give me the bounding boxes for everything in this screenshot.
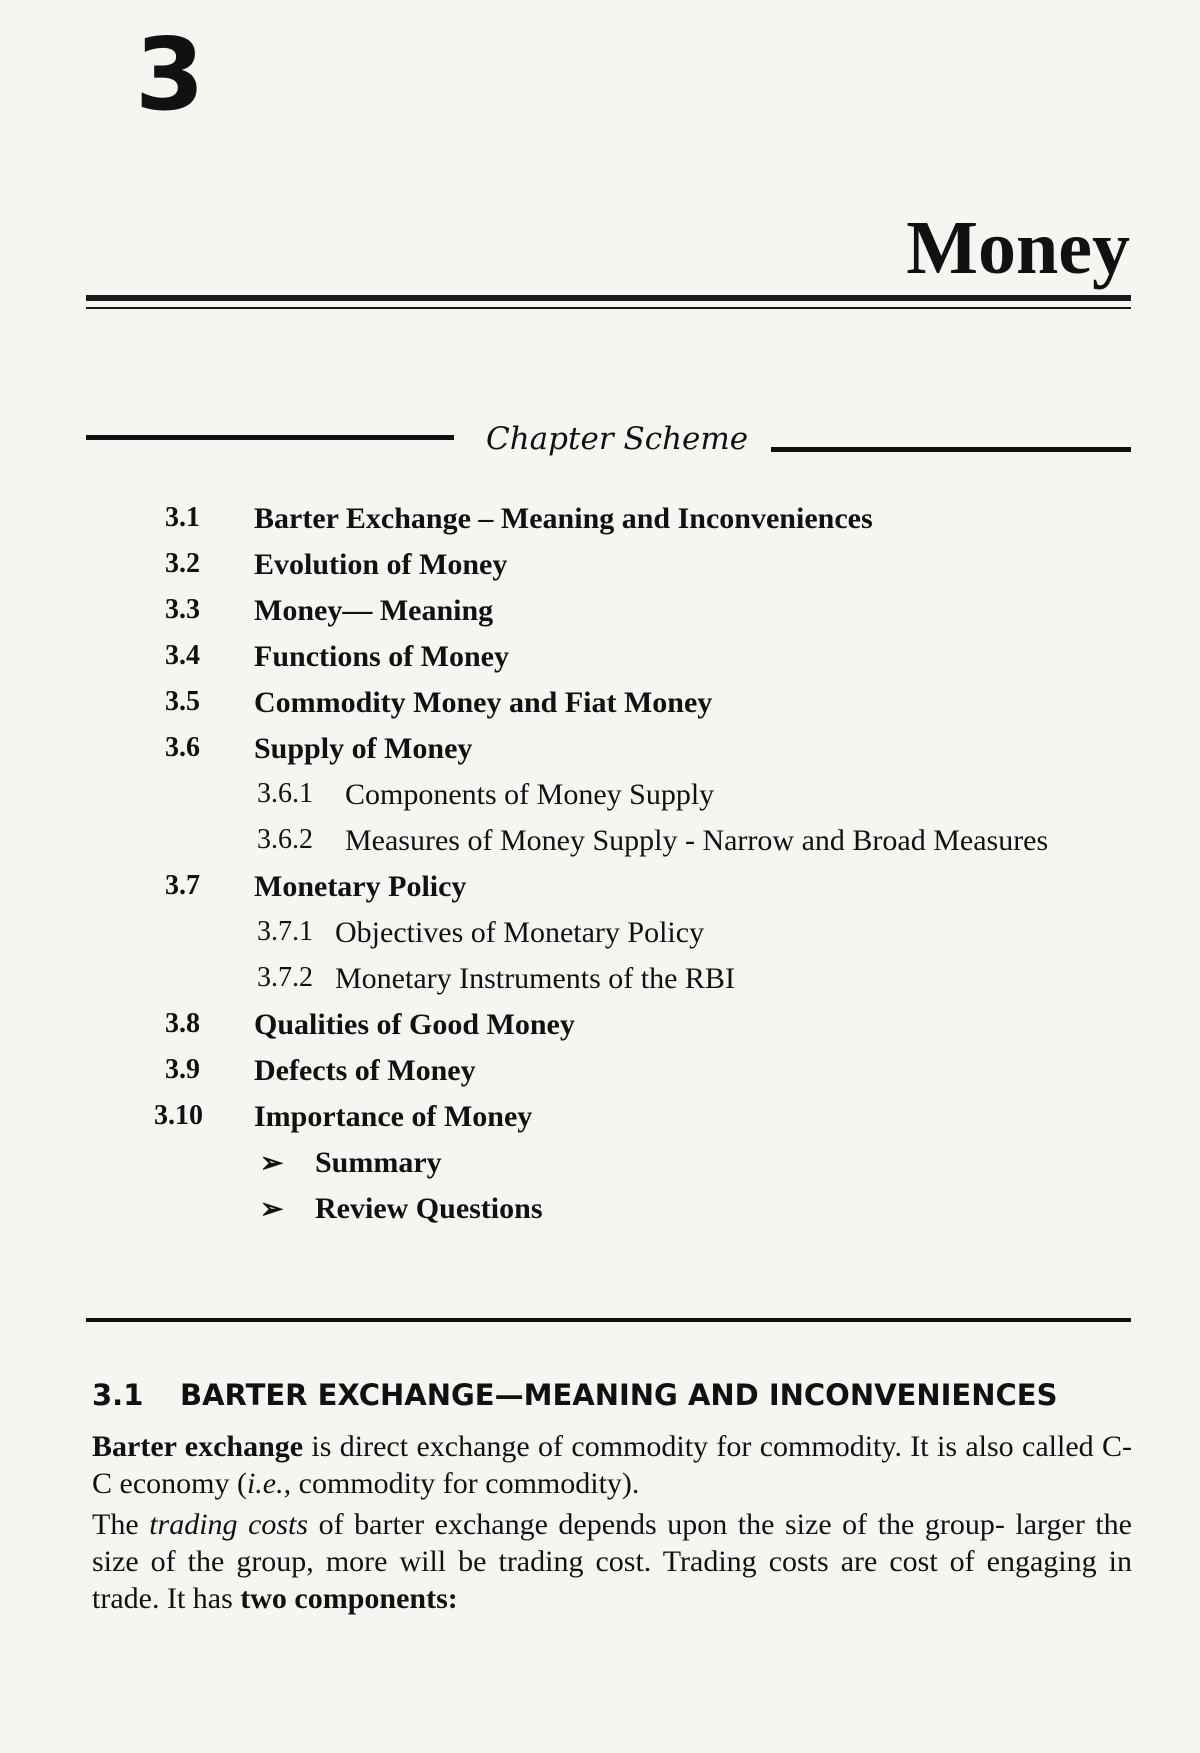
toc-number: 3.8 bbox=[165, 1008, 200, 1039]
toc-number: 3.1 bbox=[165, 502, 200, 533]
italic-term: trading costs bbox=[149, 1508, 309, 1541]
chapter-scheme-label: Chapter Scheme bbox=[486, 421, 749, 457]
toc-number: 3.4 bbox=[165, 640, 200, 671]
bold-term: Barter exchange bbox=[92, 1430, 304, 1463]
toc-item bbox=[150, 686, 1150, 732]
toc-title: Review Questions bbox=[315, 1192, 543, 1225]
toc-title: Importance of Money bbox=[254, 1100, 533, 1133]
arrow-bullet-icon: ➢ bbox=[260, 1148, 284, 1179]
section-number: 3.1 bbox=[92, 1378, 144, 1412]
text-run: is direct exchange of commodity for commodity. It is also called C-C economy ( bbox=[92, 1430, 1132, 1500]
toc-title: Summary bbox=[315, 1146, 442, 1179]
chapter-contents bbox=[150, 502, 1150, 1238]
bold-term: two components: bbox=[240, 1582, 458, 1615]
toc-item bbox=[150, 502, 1150, 548]
text-run: The bbox=[92, 1508, 150, 1541]
toc-item bbox=[150, 594, 1150, 640]
toc-item bbox=[150, 732, 1150, 778]
toc-title: Functions of Money bbox=[254, 640, 509, 673]
arrow-bullet-icon: ➢ bbox=[260, 1194, 284, 1225]
toc-title: Monetary Policy bbox=[254, 870, 467, 903]
toc-title: Evolution of Money bbox=[254, 548, 508, 581]
toc-title: Barter Exchange – Meaning and Inconveniences bbox=[254, 502, 873, 535]
toc-title: Money— Meaning bbox=[254, 594, 494, 627]
paragraph bbox=[92, 1428, 1132, 1502]
toc-title: Qualities of Good Money bbox=[254, 1008, 575, 1041]
text-run: of barter exchange depends upon the size of the group- larger the size of the group, more will be trading cost. Trading costs are cost of engaging in trade. It has bbox=[92, 1508, 1132, 1615]
toc-number: 3.6.2 bbox=[257, 824, 313, 855]
paragraph bbox=[92, 1506, 1132, 1617]
toc-title: Monetary Instruments of the RBI bbox=[335, 962, 735, 995]
toc-title: Components of Money Supply bbox=[345, 778, 715, 811]
toc-number: 3.6.1 bbox=[257, 778, 313, 809]
toc-bullet-item bbox=[150, 1192, 1150, 1238]
toc-title: Measures of Money Supply - Narrow and Broad Measures bbox=[345, 824, 1049, 857]
toc-number: 3.3 bbox=[165, 594, 200, 625]
toc-number: 3.10 bbox=[154, 1100, 203, 1131]
toc-item bbox=[150, 548, 1150, 594]
toc-item bbox=[150, 1054, 1150, 1100]
text-run: commodity for commodity). bbox=[291, 1467, 640, 1500]
toc-title: Objectives of Monetary Policy bbox=[335, 916, 705, 949]
italic-term: i.e., bbox=[246, 1467, 292, 1500]
toc-subitem bbox=[150, 778, 1150, 824]
toc-number: 3.7.2 bbox=[257, 962, 313, 993]
section-body bbox=[92, 1428, 1132, 1621]
toc-bullet-item bbox=[150, 1146, 1150, 1192]
toc-number: 3.7 bbox=[165, 870, 200, 901]
toc-subitem bbox=[150, 962, 1150, 1008]
toc-title: Supply of Money bbox=[254, 732, 473, 765]
toc-title: Defects of Money bbox=[254, 1054, 476, 1087]
toc-number: 3.7.1 bbox=[257, 916, 313, 947]
toc-item bbox=[150, 870, 1150, 916]
toc-number: 3.2 bbox=[165, 548, 200, 579]
toc-number: 3.9 bbox=[165, 1054, 200, 1085]
title-double-rule bbox=[86, 295, 1131, 309]
toc-item bbox=[150, 640, 1150, 686]
chapter-scheme-header bbox=[86, 421, 1131, 465]
toc-subitem bbox=[150, 824, 1150, 870]
section-heading bbox=[92, 1378, 1057, 1412]
chapter-title: Money bbox=[906, 206, 1130, 290]
toc-number: 3.6 bbox=[165, 732, 200, 763]
chapter-number: 3 bbox=[135, 16, 205, 133]
toc-item bbox=[150, 1008, 1150, 1054]
toc-subitem bbox=[150, 916, 1150, 962]
toc-item bbox=[150, 1100, 1150, 1146]
scheme-bottom-rule bbox=[86, 1318, 1131, 1322]
toc-title: Commodity Money and Fiat Money bbox=[254, 686, 713, 719]
scheme-rule-right bbox=[771, 447, 1131, 452]
section-title: BARTER EXCHANGE—MEANING AND INCONVENIENCES bbox=[180, 1378, 1058, 1412]
toc-number: 3.5 bbox=[165, 686, 200, 717]
scheme-rule-left bbox=[86, 435, 454, 440]
